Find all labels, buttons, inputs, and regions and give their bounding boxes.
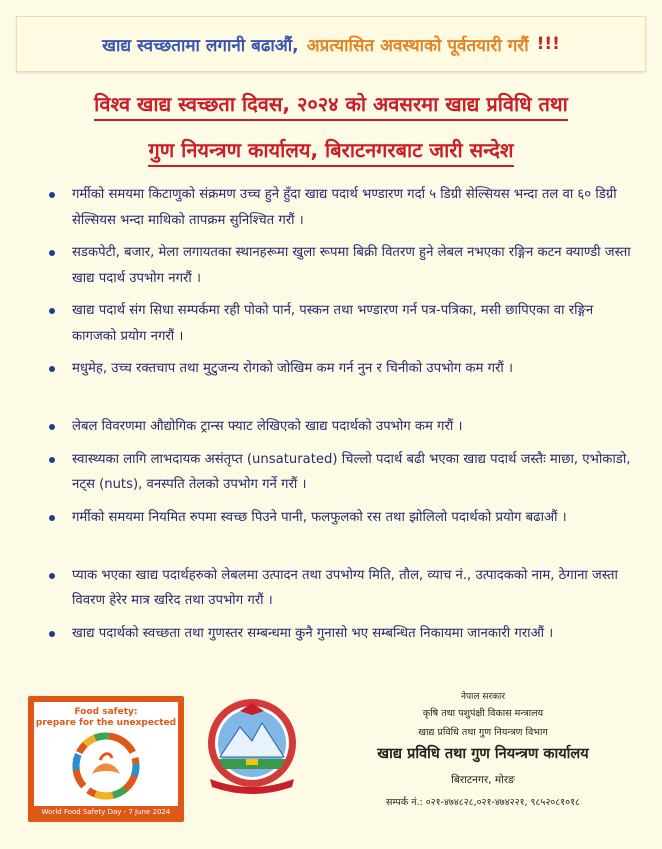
- bullet-dot-icon: [49, 424, 55, 430]
- department-name: खाद्य प्रविधि तथा गुण नियन्त्रण विभाग: [418, 727, 548, 738]
- list-item: [40, 182, 640, 233]
- slogan-part-1: खाद्य स्वच्छतामा लगानी बढाऔं,: [102, 35, 299, 56]
- list-item-text: गर्मीको समयमा किटाणुको संक्रमण उच्च हुने हुँदा खाद्य पदार्थ भण्डारण गर्दा ५ डिग्री सेल्सियस भन्दा तल वा ६० डिग्री सेल्सियस भन्दा माथिको तापक्रम सुनिश्चित गरौं ।: [72, 187, 617, 228]
- govt-name: नेपाल सरकार: [460, 692, 506, 702]
- badge-line-2: prepare for the unexpected: [35, 718, 177, 728]
- ministry-name: कृषि तथा पशुपंक्षी विकास मन्त्रालय: [422, 708, 544, 719]
- food-safety-logo-icon: [70, 730, 142, 802]
- list-item: [40, 621, 640, 672]
- office-address: बिराटनगर, मोरङ: [451, 774, 515, 786]
- list-item: [40, 505, 640, 556]
- list-item: [40, 447, 640, 498]
- contact-numbers: सम्पर्क नं.: ०२१-४७४८२८,०२१-४७४२२१, ९८५२०८१०१८: [386, 797, 580, 808]
- bullet-dot-icon: [49, 457, 55, 463]
- list-item: [40, 356, 640, 407]
- list-item-text: खाद्य पदार्थको स्वच्छता तथा गुणस्तर सम्बन्धमा कुनै गुनासो भए सम्बन्धित निकायमा जानकारी गराऔं ।: [72, 625, 554, 641]
- slogan-exclamation: !!!: [536, 34, 560, 54]
- list-item-text: स्वास्थ्यका लागि लाभदायक असंतृप्त (unsaturated) चिल्लो पदार्थ बढी भएका खाद्य पदार्थ जस्तैः माछा, एभोकाडो, नट्स (nuts), वनस्पति तेलको उपभोग गर्ने गरौं ।: [72, 451, 631, 492]
- list-item: [40, 563, 640, 614]
- badge-line-1: Food safety:: [74, 707, 138, 717]
- bullet-dot-icon: [49, 366, 55, 372]
- bullet-dot-icon: [49, 250, 55, 256]
- list-item-text: लेबल विवरणमा औद्योगिक ट्रान्स फ्याट लेखिएको खाद्य पदार्थको उपभोग कम गरौं ।: [72, 419, 463, 434]
- badge-footer: World Food Safety Day - 7 June 2024: [41, 808, 171, 816]
- list-item-text: खाद्य पदार्थ संग सिधा सम्पर्कमा रही पोको पार्न, पस्कन तथा भण्डारण गर्न पत्र-पत्रिका, मसी छापिएका वा रङ्गिन कागजको प्रयोग नगरौं ।: [72, 303, 594, 344]
- office-name: खाद्य प्रविधि तथा गुण नियन्त्रण कार्यालय: [377, 746, 589, 762]
- list-item-text: मधुमेह, उच्च रक्तचाप तथा मुटुजन्य रोगको जोखिम कम गर्न नुन र चिनीको उपभोग कम गरौं ।: [72, 361, 513, 376]
- list-item: [40, 240, 640, 291]
- message-list: [40, 182, 640, 679]
- list-item: [40, 298, 640, 349]
- title-line-2: [0, 136, 662, 163]
- world-food-safety-day-badge: [28, 696, 184, 822]
- issuing-office-block: [318, 690, 648, 812]
- list-item-text: सडकपेटी, बजार, मेला लगायतका स्थानहरूमा खुला रूपमा बिक्री वितरण हुने लेबल नभएका रङ्गिन कटन क्याण्डी जस्ता खाद्य पदार्थ उपभोग नगरौं ।: [72, 245, 631, 286]
- bullet-dot-icon: [49, 308, 55, 314]
- title-line-2-text: गुण नियन्त्रण कार्यालय, बिराटनगरबाट जारी सन्देश: [148, 138, 513, 167]
- bullet-dot-icon: [49, 573, 55, 579]
- title-line-1-text: विश्व खाद्य स्वच्छता दिवस, २०२४ को अवसरमा खाद्य प्रविधि तथा: [94, 92, 568, 121]
- badge-heading: [34, 707, 178, 729]
- bullet-dot-icon: [49, 515, 55, 521]
- bullet-dot-icon: [49, 631, 55, 637]
- bullet-dot-icon: [49, 192, 55, 198]
- list-item-text: प्याक भएका खाद्य पदार्थहरुको लेबलमा उत्पादन तथा उपभोग्य मिति, तौल, व्याच नं., उत्पादकको नाम, ठेगाना जस्ता विवरण हेरेर मात्र खरिद तथा उपभोग गरौं ।: [72, 567, 618, 608]
- list-item-text: गर्मीको समयमा नियमित रुपमा स्वच्छ पिउने पानी, फलफुलको रस तथा झोलिलो पदार्थको प्रयोग बढाऔं ।: [72, 509, 567, 525]
- list-item: [40, 414, 640, 440]
- slogan-part-2: अप्रत्यासित अवस्थाको पूर्वतयारी गरौं: [306, 35, 529, 56]
- slogan-banner: [16, 16, 646, 72]
- badge-panel: [34, 702, 178, 806]
- nepal-government-emblem-icon: [200, 697, 304, 795]
- title-line-1: [0, 90, 662, 117]
